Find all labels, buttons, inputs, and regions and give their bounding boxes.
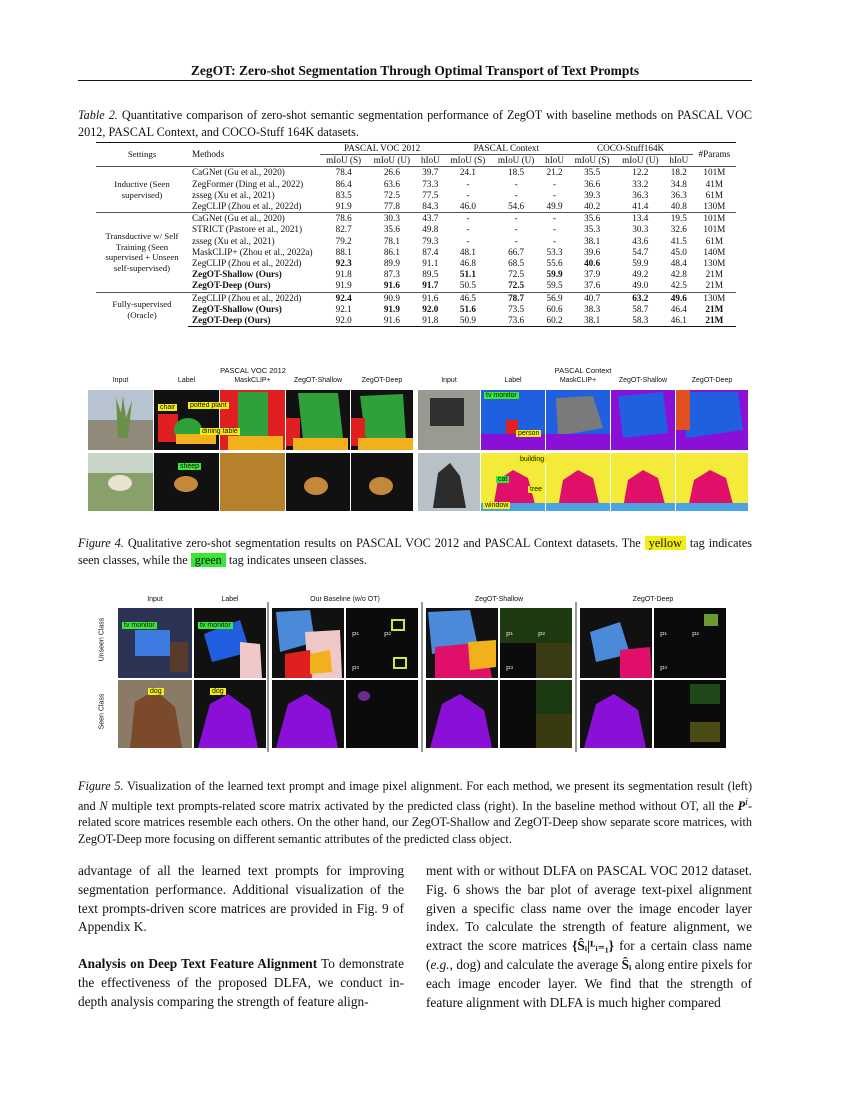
value-cell: 92.4 — [320, 292, 367, 304]
th-params: #Params — [693, 143, 736, 167]
fig4-col-deep: ZegOT-Deep — [361, 377, 403, 384]
value-cell: 91.8 — [416, 315, 444, 327]
value-cell: 21M — [693, 315, 736, 327]
th-subcol: mIoU (U) — [497, 155, 535, 166]
value-cell: 50.9 — [444, 315, 491, 327]
fig4-tag-person: person — [518, 430, 540, 437]
table-row — [96, 280, 736, 292]
value-cell: 84.3 — [422, 201, 439, 212]
fig5-col-label: Label — [221, 596, 239, 603]
value-cell: 72.5 — [508, 280, 525, 291]
value-cell: 130M — [703, 201, 726, 212]
value-cell: 13.4 — [616, 213, 665, 225]
fig4-right-row2 — [418, 453, 748, 511]
value-cell: 40.8 — [670, 201, 687, 212]
value-cell: 87.3 — [383, 269, 400, 280]
value-cell: 87.4 — [422, 246, 439, 257]
value-cell: 61M — [705, 235, 724, 246]
fig4-tag-building: building — [520, 456, 545, 463]
value-cell: 55.6 — [546, 258, 563, 269]
value-cell: 72.5 — [383, 189, 400, 200]
value-cell: 130M — [693, 292, 736, 304]
table-row — [96, 292, 736, 304]
value-cell: 37.9 — [584, 269, 601, 280]
value-cell: 73.3 — [422, 178, 439, 189]
table-row — [96, 269, 736, 280]
value-cell: 86.4 — [335, 178, 352, 189]
value-cell: 49.9 — [546, 201, 563, 212]
fig4-tag-window: window — [485, 502, 509, 509]
value-cell: - — [466, 235, 470, 246]
figure-5-caption-label: Figure 5. — [78, 779, 124, 793]
value-cell: 48.4 — [670, 258, 687, 269]
value-cell: 42.5 — [670, 280, 687, 291]
running-header: ZegOT: Zero-shot Segmentation Through Optimal Transport of Text Prompts — [190, 63, 640, 78]
value-cell: 77.8 — [383, 201, 400, 212]
table-row — [96, 247, 736, 258]
value-cell: 36.6 — [584, 178, 601, 189]
th-settings: Settings — [96, 143, 188, 167]
value-cell: 51.1 — [459, 269, 476, 280]
value-cell: 45.0 — [670, 246, 687, 257]
fig4-ctx-col-shallow: ZegOT-Shallow — [618, 377, 668, 384]
value-cell: 39.3 — [584, 189, 601, 200]
method-cell: ZegOT-Shallow (Ours) — [192, 269, 282, 280]
value-cell: 32.6 — [670, 224, 687, 235]
value-cell: 39.7 — [416, 167, 444, 179]
value-cell: 21M — [705, 280, 724, 291]
table-row — [96, 190, 736, 201]
value-cell: 79.2 — [335, 235, 352, 246]
value-cell: 63.2 — [616, 292, 665, 304]
value-cell: - — [492, 213, 541, 225]
fig5-tag-dog-label: dog — [212, 688, 224, 695]
method-cell: MaskCLIP+ (Zhou et al., 2022a) — [192, 246, 313, 257]
method-cell: STRICT (Pastore et al., 2021) — [192, 224, 303, 235]
figure-4-caption-label: Figure 4. — [78, 536, 124, 550]
value-cell: 91.6 — [416, 292, 444, 304]
value-cell: 43.6 — [632, 235, 649, 246]
method-cell: ZegCLIP (Zhou et al., 2022d) — [192, 201, 302, 212]
value-cell: 91.6 — [367, 315, 416, 327]
th-subcol: mIoU (S) — [574, 155, 610, 166]
value-cell: 92.1 — [335, 303, 352, 314]
value-cell: 61M — [705, 189, 724, 200]
right-column: ment with or without DLFA on PASCAL VOC 2012 dataset. Fig. 6 shows the bar plot of average text-pixel alignment given a specific class name over the image encoder layer index. To calculate the strength of feature alignment, we extract the score matrices {Ŝᵢ|ᴸᵢ₌₁} for a certain class name (e.g., dog) and calculate the average Ŝᵢ along entire pixels for each image encoder layer. We find that the strength of feature alignment with DLFA is much higher compared — [426, 863, 753, 1010]
value-cell: - — [444, 213, 491, 225]
value-cell: 38.1 — [584, 235, 601, 246]
value-cell: 51.6 — [459, 303, 476, 314]
fig5-col-baseline: Our Baseline (w/o OT) — [310, 596, 380, 603]
th-subcol: hIoU — [545, 155, 565, 166]
math-average-score: Ŝᵢ — [621, 956, 632, 972]
value-cell: 35.3 — [584, 224, 601, 235]
method-cell: CaGNet (Gu et al., 2020) — [188, 167, 320, 179]
value-cell: 78.1 — [383, 235, 400, 246]
value-cell: 92.3 — [335, 258, 352, 269]
value-cell: 60.6 — [546, 303, 563, 314]
value-cell: - — [514, 178, 518, 189]
value-cell: 89.5 — [422, 269, 439, 280]
value-cell: 46.4 — [670, 303, 687, 314]
fig4-tag-tv-monitor: tv monitor — [486, 392, 517, 399]
fig4-tag-sheep: sheep — [180, 463, 200, 470]
fig5-tag-tv-monitor: tv monitor — [124, 622, 155, 629]
value-cell: 73.6 — [492, 315, 541, 327]
fig5-col-shallow: ZegOT-Shallow — [474, 596, 524, 603]
value-cell: 58.7 — [632, 303, 649, 314]
fig4-tag-cat: cat — [498, 476, 508, 483]
value-cell: - — [553, 189, 557, 200]
fig5-row-label-seen: Seen Class — [98, 693, 106, 730]
fig4-tag-potted-plant: potted plant — [190, 402, 227, 409]
value-cell: 21.2 — [541, 167, 569, 179]
value-cell: 46.5 — [444, 292, 491, 304]
value-cell: 49.2 — [632, 269, 649, 280]
table-row — [96, 258, 736, 269]
fig5-p3-deep: P³ — [660, 666, 667, 673]
fig4-col-shallow: ZegOT-Shallow — [293, 377, 343, 384]
left-paragraph-1: advantage of all the learned text prompts for improving segmentation performance. Additional visualization of the text prompts-driven score matrices are provided in Fig. 9 of Appendix K. — [78, 863, 404, 935]
value-cell: 73.5 — [508, 303, 525, 314]
fig4-ctx-col-input: Input — [441, 377, 457, 384]
value-cell: 68.5 — [508, 258, 525, 269]
value-cell: 140M — [703, 246, 726, 257]
value-cell: 19.5 — [665, 213, 693, 225]
value-cell: 18.5 — [492, 167, 541, 179]
fig5-p1-baseline: P¹ — [352, 632, 359, 639]
table-caption-label: Table 2. — [78, 108, 118, 122]
value-cell: 48.1 — [459, 246, 476, 257]
fig4-tag-tree: tree — [530, 486, 543, 493]
th-group-coco: COCO-Stuff164K — [568, 143, 692, 155]
method-cell: CaGNet (Gu et al., 2020) — [188, 213, 320, 225]
figure-5-graphic — [100, 592, 750, 762]
table-row — [96, 179, 736, 190]
value-cell: 53.3 — [546, 246, 563, 257]
table-row — [96, 201, 736, 213]
th-group-context: PASCAL Context — [444, 143, 568, 155]
value-cell: 59.9 — [632, 258, 649, 269]
fig4-right-title: PASCAL Context — [554, 366, 612, 375]
value-cell: 40.6 — [584, 258, 601, 269]
method-cell: ZegOT-Deep (Ours) — [188, 315, 320, 327]
fig5-p2-baseline: P² — [384, 632, 391, 639]
value-cell: 78.6 — [320, 213, 367, 225]
fig5-p1-deep: P¹ — [660, 632, 667, 639]
value-cell: 78.7 — [492, 292, 541, 304]
value-cell: 35.6 — [568, 213, 615, 225]
value-cell: 26.6 — [367, 167, 416, 179]
fig4-col-input: Input — [112, 377, 129, 384]
fig4-tag-dining-table: dining table — [202, 428, 238, 435]
value-cell: 41.4 — [632, 201, 649, 212]
fig5-tag-tv-monitor-label: tv monitor — [200, 622, 231, 629]
value-cell: 101M — [703, 224, 726, 235]
figure-5-caption: Figure 5. Visualization of the learned text prompt and image pixel alignment. For each method, we present its segmentation result (left) and N multiple text prompts-related score matrix activated by the predicted class (right). In the baseline method without OT, all the $P^i$-related score matrices resemble each others. On the other hand, our ZegOT-Shallow and ZegOT-Deep show separate score matrices, with ZegOT-Deep more focusing on different semantic attributes of the predicted class object. — [78, 779, 753, 846]
value-cell: - — [466, 178, 470, 189]
green-tag-word: green — [191, 553, 226, 567]
value-cell: 91.8 — [335, 269, 352, 280]
fig4-col-label: Label — [177, 377, 196, 384]
th-subcol: hIoU — [669, 155, 689, 166]
value-cell: 38.3 — [584, 303, 601, 314]
value-cell: 38.1 — [568, 315, 615, 327]
value-cell: 63.6 — [383, 178, 400, 189]
value-cell: 49.0 — [632, 280, 649, 291]
header-rule — [78, 80, 752, 81]
value-cell: 50.5 — [459, 280, 476, 291]
fig4-ctx-col-maskclip: MaskCLIP+ — [559, 377, 597, 384]
value-cell: - — [514, 224, 518, 235]
fig4-ctx-col-label: Label — [504, 377, 522, 384]
fig4-col-maskclip: MaskCLIP+ — [234, 377, 271, 384]
value-cell: - — [466, 189, 470, 200]
value-cell: - — [466, 224, 470, 235]
yellow-tag-word: yellow — [645, 536, 686, 550]
th-subcol: mIoU (S) — [326, 155, 362, 166]
value-cell: 82.7 — [335, 224, 352, 235]
value-cell: 59.5 — [546, 280, 563, 291]
value-cell: - — [514, 235, 518, 246]
th-subcol: hIoU — [420, 155, 440, 166]
value-cell: 101M — [693, 167, 736, 179]
value-cell: - — [553, 235, 557, 246]
value-cell: 91.1 — [422, 258, 439, 269]
figure-4 — [88, 358, 748, 518]
value-cell: 40.2 — [584, 201, 601, 212]
value-cell: 46.8 — [459, 258, 476, 269]
value-cell: 56.9 — [541, 292, 569, 304]
value-cell: 43.7 — [416, 213, 444, 225]
fig5-p2-deep: P² — [692, 632, 699, 639]
table-row — [96, 167, 736, 179]
table-row — [96, 315, 736, 327]
value-cell: 37.6 — [584, 280, 601, 291]
figure-5 — [100, 592, 750, 762]
value-cell: 21M — [705, 303, 724, 314]
value-cell: 90.9 — [367, 292, 416, 304]
value-cell: 91.9 — [335, 201, 352, 212]
value-cell: 78.4 — [320, 167, 367, 179]
fig5-col-input: Input — [147, 596, 163, 603]
value-cell: 101M — [693, 213, 736, 225]
value-cell: 36.3 — [632, 189, 649, 200]
method-cell: ZegFormer (Ding et al., 2022) — [192, 178, 304, 189]
fig4-right-row1 — [418, 390, 748, 450]
value-cell: 46.0 — [459, 201, 476, 212]
value-cell: 42.8 — [670, 269, 687, 280]
method-cell: zsseg (Xu et al., 2021) — [192, 189, 275, 200]
value-cell: 83.5 — [335, 189, 352, 200]
value-cell: 41.5 — [670, 235, 687, 246]
fig5-p2-shallow: P² — [538, 632, 545, 639]
setting-cell: Inductive (Seen supervised) — [96, 167, 188, 213]
fig5-p3-shallow: P³ — [506, 666, 513, 673]
figure-4-caption: Figure 4. Qualitative zero-shot segmentation results on PASCAL VOC 2012 and PASCAL Context datasets. The yellow tag indicates seen classes, while the green tag indicates unseen classes. — [78, 536, 753, 567]
setting-cell: Transductive w/ Self Training (Seen supervised + Unseen self-supervised) — [96, 213, 188, 292]
table-row — [96, 224, 736, 235]
fig4-voc-maskclip-sheep — [220, 453, 285, 511]
value-cell: 40.7 — [568, 292, 615, 304]
value-cell: 24.1 — [444, 167, 491, 179]
value-cell: 60.2 — [541, 315, 569, 327]
results-table — [96, 142, 736, 327]
value-cell: 54.7 — [632, 246, 649, 257]
value-cell: 92.0 — [320, 315, 367, 327]
math-score-matrices: {Ŝᵢ|ᴸᵢ₌₁} — [572, 938, 614, 954]
value-cell: 49.6 — [665, 292, 693, 304]
value-cell: 49.8 — [422, 224, 439, 235]
value-cell: 12.2 — [616, 167, 665, 179]
method-cell: zsseg (Xu et al., 2021) — [192, 235, 275, 246]
value-cell: 77.5 — [422, 189, 439, 200]
value-cell: 33.2 — [632, 178, 649, 189]
fig5-tag-dog: dog — [150, 688, 162, 695]
value-cell: 30.3 — [632, 224, 649, 235]
value-cell: 86.1 — [383, 246, 400, 257]
fig4-tag-chair: chair — [160, 404, 176, 411]
value-cell: 58.3 — [616, 315, 665, 327]
method-cell: ZegOT-Shallow (Ours) — [192, 303, 282, 314]
table-caption — [78, 107, 752, 140]
left-paragraph-2: Analysis on Deep Text Feature Alignment To demonstrate the effectiveness of the proposed DLFA, we conduct in-depth analysis comparing the strength of feature align- — [78, 956, 404, 1009]
method-cell: ZegCLIP (Zhou et al., 2022d) — [188, 292, 320, 304]
value-cell: 36.3 — [670, 189, 687, 200]
value-cell: - — [553, 224, 557, 235]
value-cell: 89.9 — [383, 258, 400, 269]
method-cell: ZegOT-Deep (Ours) — [192, 280, 271, 291]
method-cell: ZegCLIP (Zhou et al., 2022d) — [192, 258, 302, 269]
fig5-col-deep: ZegOT-Deep — [632, 596, 674, 603]
value-cell: 54.6 — [508, 201, 525, 212]
section-heading: Analysis on Deep Text Feature Alignment — [78, 956, 318, 972]
fig4-left-row2 — [88, 453, 413, 511]
value-cell: 79.3 — [422, 235, 439, 246]
fig5-p3-baseline: P³ — [352, 666, 359, 673]
value-cell: 21M — [705, 269, 724, 280]
value-cell: 88.1 — [335, 246, 352, 257]
value-cell: 66.7 — [508, 246, 525, 257]
th-subcol: mIoU (S) — [450, 155, 486, 166]
value-cell: 130M — [703, 258, 726, 269]
value-cell: 59.9 — [546, 269, 563, 280]
th-subcol: mIoU (U) — [373, 155, 411, 166]
table-caption-text: Quantitative comparison of zero-shot semantic segmentation performance of ZegOT with baseline methods on PASCAL VOC 2012, PASCAL Context, and COCO-Stuff 164K datasets. — [78, 108, 753, 139]
th-methods: Methods — [188, 143, 320, 167]
value-cell: 18.2 — [665, 167, 693, 179]
value-cell: 91.6 — [383, 280, 400, 291]
th-subcol: mIoU (U) — [622, 155, 659, 166]
fig5-row-label-unseen: Unseen Class — [98, 617, 106, 662]
value-cell: 46.1 — [665, 315, 693, 327]
value-cell: 91.9 — [335, 280, 352, 291]
value-cell: 30.3 — [367, 213, 416, 225]
fig5-p1-shallow: P¹ — [506, 632, 513, 639]
value-cell: 72.5 — [508, 269, 525, 280]
fig4-left-row1 — [88, 390, 413, 450]
value-cell: 92.0 — [422, 303, 439, 314]
value-cell: 39.6 — [584, 246, 601, 257]
value-cell: 35.5 — [568, 167, 615, 179]
value-cell: 41M — [705, 178, 724, 189]
table-row — [96, 213, 736, 225]
value-cell: - — [514, 189, 518, 200]
th-group-voc: PASCAL VOC 2012 — [320, 143, 444, 155]
value-cell: 91.7 — [422, 280, 439, 291]
value-cell: 35.6 — [383, 224, 400, 235]
fig4-left-title: PASCAL VOC 2012 — [220, 366, 286, 375]
value-cell: 91.9 — [383, 303, 400, 314]
table-row — [96, 236, 736, 247]
value-cell: 34.8 — [670, 178, 687, 189]
value-cell: - — [553, 178, 557, 189]
table-row — [96, 304, 736, 315]
value-cell: - — [541, 213, 569, 225]
fig4-ctx-col-deep: ZegOT-Deep — [691, 377, 733, 384]
setting-cell: Fully-supervised (Oracle) — [96, 292, 188, 327]
left-column — [78, 862, 404, 1012]
